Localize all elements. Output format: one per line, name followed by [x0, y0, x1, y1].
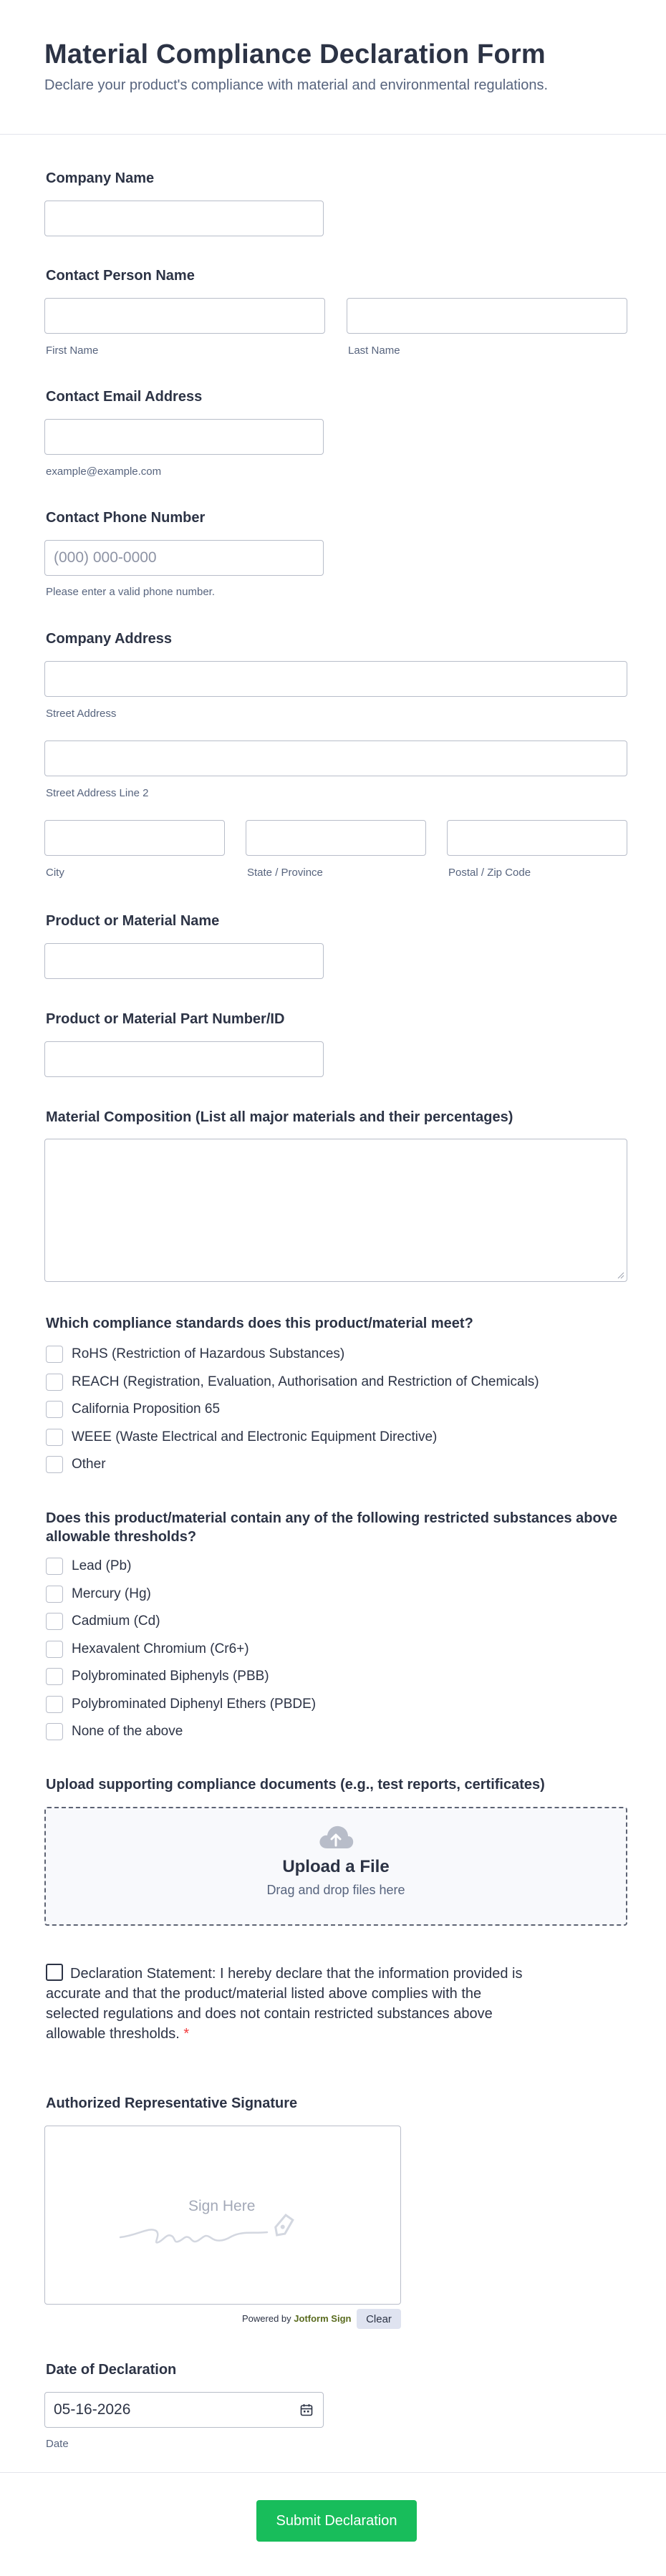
street-address-line2-input[interactable]	[44, 741, 627, 776]
state-input[interactable]	[246, 820, 426, 856]
composition-label: Material Composition (List all major materials and their percentages)	[46, 1109, 513, 1125]
footer-divider	[0, 2472, 666, 2473]
option-label: Polybrominated Biphenyls (PBB)	[72, 1669, 269, 1684]
declaration-line4: allowable thresholds.	[46, 2026, 180, 2042]
form-title: Material Compliance Declaration Form	[44, 39, 546, 69]
standard-option-prop65[interactable]	[46, 1399, 220, 1419]
company-name-input[interactable]	[44, 201, 324, 236]
date-input[interactable]	[44, 2392, 324, 2428]
phone-input[interactable]	[44, 540, 324, 576]
checkbox[interactable]	[46, 1641, 63, 1658]
zip-sublabel: Postal / Zip Code	[448, 867, 531, 879]
zip-input[interactable]	[447, 820, 627, 856]
substance-option-pbde[interactable]	[46, 1694, 316, 1714]
standard-option-weee[interactable]	[46, 1427, 437, 1447]
phone-label: Contact Phone Number	[46, 510, 206, 526]
option-label: Mercury (Hg)	[72, 1586, 151, 1601]
powered-prefix: Powered by	[242, 2313, 291, 2324]
checkbox[interactable]	[46, 1613, 63, 1630]
part-number-input[interactable]	[44, 1041, 324, 1077]
standard-option-reach[interactable]	[46, 1372, 539, 1392]
signature-label: Authorized Representative Signature	[46, 2095, 298, 2111]
substance-option-none[interactable]	[46, 1722, 183, 1742]
street-address-sublabel: Street Address	[46, 708, 117, 720]
first-name-sublabel: First Name	[46, 344, 99, 357]
powered-brand: Jotform Sign	[294, 2313, 352, 2324]
option-label: WEEE (Waste Electrical and Electronic Equipment Directive)	[72, 1429, 438, 1444]
email-sublabel: example@example.com	[46, 465, 162, 478]
checkbox[interactable]	[46, 1346, 63, 1363]
date-label: Date of Declaration	[46, 2362, 177, 2378]
substances-label	[46, 1509, 633, 1546]
file-upload-dropzone[interactable]	[44, 1807, 627, 1926]
standard-option-other[interactable]	[46, 1455, 106, 1475]
declaration-checkbox[interactable]	[46, 1964, 63, 1981]
checkbox[interactable]	[46, 1696, 63, 1713]
standards-label: Which compliance standards does this product/material meet?	[46, 1316, 473, 1331]
checkbox[interactable]	[46, 1401, 63, 1418]
declaration-line3: selected regulations and does not contain restricted substances above	[46, 2006, 493, 2022]
option-label: Polybrominated Diphenyl Ethers (PBDE)	[72, 1697, 317, 1712]
street-address-input[interactable]	[44, 661, 627, 697]
substance-option-pbb[interactable]	[46, 1666, 269, 1687]
form-header	[0, 0, 666, 135]
required-asterisk: *	[183, 2026, 190, 2042]
option-label: None of the above	[72, 1724, 183, 1739]
calendar-icon[interactable]	[300, 2403, 313, 2416]
email-input[interactable]	[44, 419, 324, 455]
upload-title: Upload a File	[282, 1857, 390, 1876]
phone-sublabel: Please enter a valid phone number.	[46, 586, 215, 598]
contact-person-label: Contact Person Name	[46, 268, 195, 284]
checkbox[interactable]	[46, 1429, 63, 1446]
city-sublabel: City	[46, 867, 64, 879]
product-name-input[interactable]	[44, 943, 324, 979]
option-label: Cadmium (Cd)	[72, 1613, 160, 1629]
powered-by-text	[242, 2313, 351, 2324]
signature-scribble-icon	[117, 2205, 332, 2255]
option-label: Hexavalent Chromium (Cr6+)	[72, 1641, 249, 1656]
declaration-statement[interactable]	[46, 1964, 561, 2044]
upload-subtitle: Drag and drop files here	[266, 1883, 405, 1897]
date-sublabel: Date	[46, 2438, 69, 2450]
checkbox[interactable]	[46, 1586, 63, 1603]
submit-button[interactable]: Submit Declaration	[256, 2500, 417, 2542]
city-input[interactable]	[44, 820, 225, 856]
checkbox[interactable]	[46, 1668, 63, 1685]
substance-option-mercury[interactable]	[46, 1584, 151, 1604]
substance-option-chromium[interactable]	[46, 1639, 249, 1659]
signature-pad[interactable]	[44, 2126, 401, 2305]
first-name-input[interactable]	[44, 298, 325, 334]
checkbox[interactable]	[46, 1456, 63, 1473]
last-name-sublabel: Last Name	[348, 344, 400, 357]
product-name-label: Product or Material Name	[46, 913, 220, 929]
standard-option-rohs[interactable]	[46, 1344, 344, 1364]
option-label: REACH (Registration, Evaluation, Authorisation and Restriction of Chemicals)	[72, 1374, 539, 1389]
email-label: Contact Email Address	[46, 389, 203, 405]
signature-placeholder: Sign Here	[188, 2198, 256, 2214]
resize-handle-icon[interactable]	[617, 1272, 624, 1279]
form-subtitle: Declare your product's compliance with material and environmental regulations.	[44, 77, 549, 93]
state-sublabel: State / Province	[247, 867, 323, 879]
checkbox[interactable]	[46, 1374, 63, 1391]
declaration-line1: Declaration Statement: I hereby declare that the information provided is	[70, 1966, 523, 1982]
upload-label: Upload supporting compliance documents (e.g., test reports, certificates)	[46, 1777, 545, 1793]
cloud-upload-icon	[317, 1824, 354, 1850]
last-name-input[interactable]	[347, 298, 627, 334]
street-address-line2-sublabel: Street Address Line 2	[46, 787, 149, 799]
option-label: Lead (Pb)	[72, 1558, 132, 1573]
date-value: 05-16-2026	[54, 2401, 131, 2418]
substances-label-line2: allowable thresholds?	[46, 1529, 197, 1545]
part-number-label: Product or Material Part Number/ID	[46, 1011, 285, 1027]
checkbox[interactable]	[46, 1558, 63, 1575]
substance-option-lead[interactable]	[46, 1556, 131, 1576]
checkbox[interactable]	[46, 1723, 63, 1740]
declaration-line2: accurate and that the product/material listed above complies with the	[46, 1986, 482, 2002]
substances-label-line1: Does this product/material contain any of the following restricted substances above	[46, 1510, 617, 1526]
option-label: Other	[72, 1457, 106, 1472]
option-label: California Proposition 65	[72, 1402, 221, 1417]
option-label: RoHS (Restriction of Hazardous Substances)	[72, 1346, 345, 1361]
phone-placeholder: (000) 000-0000	[54, 549, 157, 566]
composition-textarea[interactable]	[44, 1139, 627, 1282]
substance-option-cadmium[interactable]	[46, 1611, 160, 1631]
company-name-label: Company Name	[46, 170, 155, 186]
clear-signature-button[interactable]: Clear	[357, 2309, 401, 2329]
address-label: Company Address	[46, 631, 172, 647]
